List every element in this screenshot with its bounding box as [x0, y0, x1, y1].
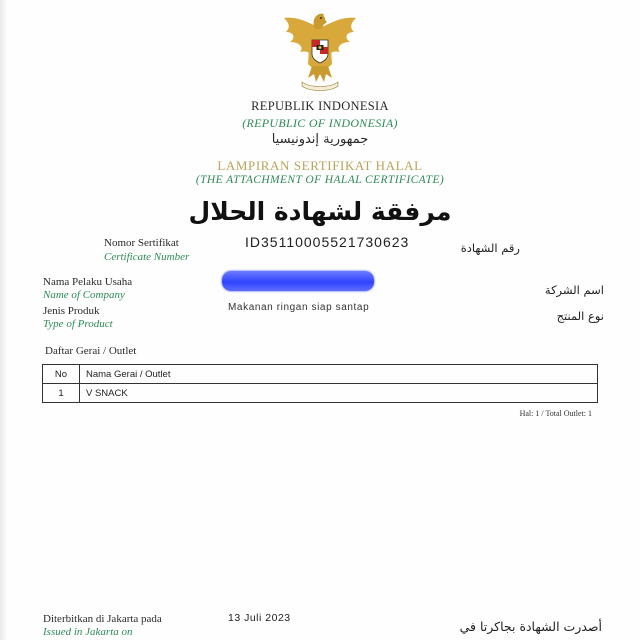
product-type-label: Jenis Produk — [43, 305, 100, 317]
product-type-label-ar: نوع المنتج — [556, 309, 604, 323]
page-edge-shadow — [0, 0, 8, 640]
column-header-no: No — [43, 365, 80, 384]
product-type-label-en: Type of Product — [43, 318, 113, 330]
document-title-ar: مرفقة لشهادة الحلال — [188, 197, 452, 226]
issued-label-ar: أصدرت الشهادة بجاكرتا في — [459, 619, 602, 634]
document-title-en: (THE ATTACHMENT OF HALAL CERTIFICATE) — [195, 174, 445, 186]
certificate-number-value: ID35110005521730623 — [245, 234, 410, 250]
company-label-en: Name of Company — [43, 289, 125, 301]
certificate-number-label: Nomor Sertifikat — [104, 237, 179, 249]
issued-date: 13 Juli 2023 — [228, 612, 291, 624]
outlet-list-label: Daftar Gerai / Outlet — [45, 345, 137, 357]
outlet-table — [42, 364, 598, 403]
certificate-number-label-en: Certificate Number — [104, 251, 190, 263]
issued-label-en: Issued in Jakarta on — [43, 626, 133, 638]
outlet-no-cell: 1 — [43, 384, 80, 403]
issued-label: Diterbitkan di Jakarta pada — [43, 613, 162, 625]
product-type-value: Makanan ringan siap santap — [228, 302, 370, 313]
company-label: Nama Pelaku Usaha — [43, 276, 133, 288]
country-name-ar: جمهورية إندونيسيا — [271, 132, 369, 147]
country-name: REPUBLIK INDONESIA — [251, 99, 389, 113]
garuda-emblem-icon — [278, 8, 362, 92]
outlet-pagination: Hal: 1 / Total Outlet: 1 — [519, 409, 592, 418]
company-label-ar: اسم الشركة — [544, 283, 604, 297]
certificate-number-label-ar: رقم الشهادة — [460, 241, 520, 255]
outlet-name-cell: V SNACK — [80, 384, 598, 403]
outlet-table-header — [43, 365, 598, 384]
column-header-outlet-name: Nama Gerai / Outlet — [80, 365, 598, 384]
company-name-redaction — [222, 271, 374, 291]
document-title: LAMPIRAN SERTIFIKAT HALAL — [217, 158, 423, 173]
table-row — [43, 384, 598, 403]
country-name-en: (REPUBLIC OF INDONESIA) — [242, 116, 398, 130]
